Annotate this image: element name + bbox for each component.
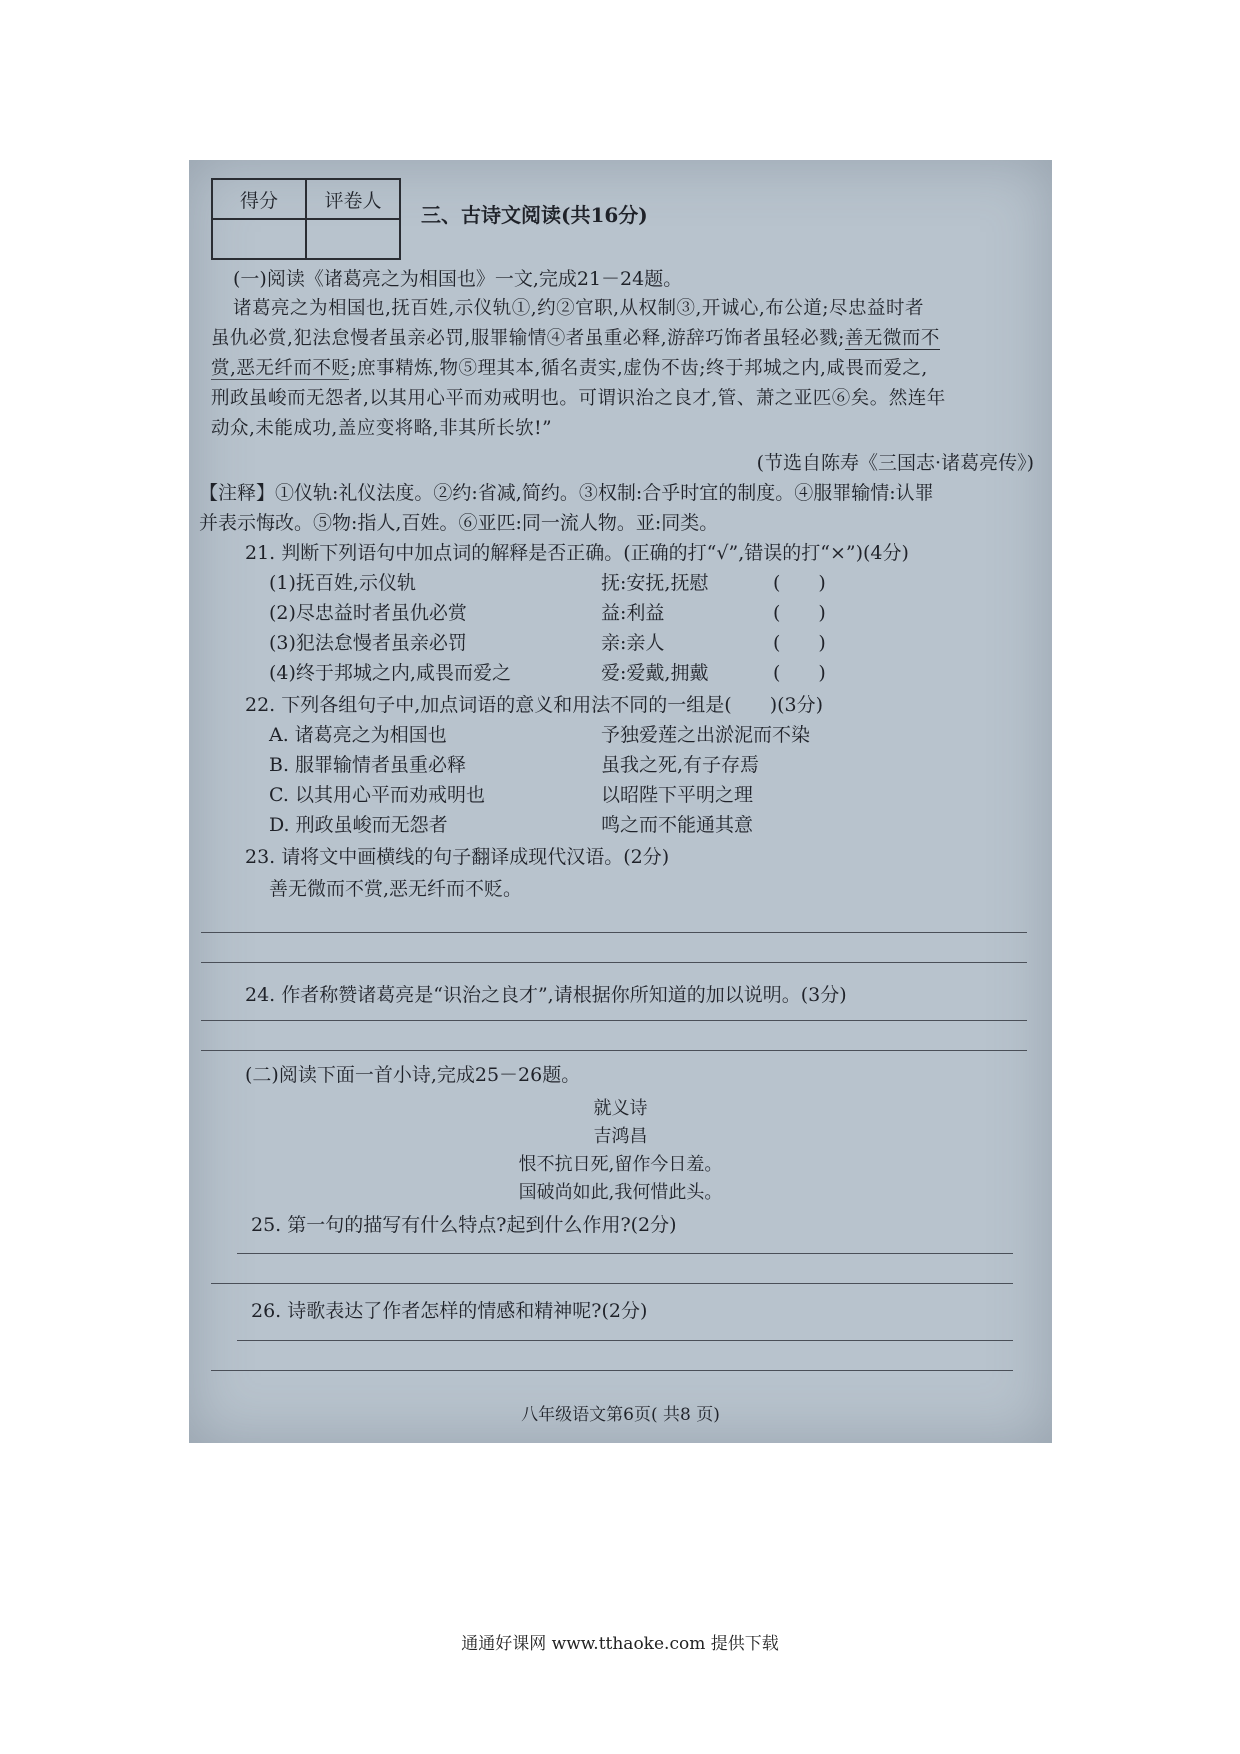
grader-label: 评卷人	[306, 179, 400, 219]
q22-option-c: C. 以其用心平而劝戒明也	[269, 784, 485, 806]
q22-option-a-compare: 予独爱莲之出淤泥而不染	[601, 724, 811, 746]
q23-sentence: 善无微而不赏,恶无纤而不贬。	[269, 878, 523, 900]
q26-answer-line-1[interactable]	[237, 1340, 1013, 1341]
poem-title: 就义诗	[593, 1098, 648, 1119]
q21-answer-blank-1[interactable]: ( )	[773, 572, 826, 594]
q25-stem: 25. 第一句的描写有什么特点?起到什么作用?(2分)	[251, 1214, 677, 1236]
q21-gloss-1: 抚:安抚,抚慰	[601, 572, 709, 594]
score-cell[interactable]	[212, 219, 306, 259]
passage-line-5: 动众,未能成功,盖应变将略,非其所长欤!”	[211, 418, 553, 439]
notes-line-1: 【注释】①仪轨:礼仪法度。②约:省减,简约。③权制:合乎时宜的制度。④服罪输情:认罪	[199, 482, 934, 504]
q23-stem: 23. 请将文中画横线的句子翻译成现代汉语。(2分)	[245, 846, 670, 868]
q21-answer-blank-2[interactable]: ( )	[773, 602, 826, 624]
notes-line-2: 并表示悔改。⑤物:指人,百姓。⑥亚匹:同一流人物。亚:同类。	[199, 512, 719, 534]
q23-answer-line-1[interactable]	[201, 932, 1027, 933]
passage-line-2-text: 虽仇必赏,犯法怠慢者虽亲必罚,服罪输情④者虽重必释,游辞巧饰者虽轻必戮;	[211, 328, 845, 349]
q22-option-a: A. 诸葛亮之为相国也	[269, 724, 447, 746]
q23-answer-line-2[interactable]	[201, 962, 1027, 963]
q25-answer-line-2[interactable]	[211, 1283, 1013, 1284]
passage-line-2	[211, 324, 940, 355]
page-footer: 八年级语文第6页( 共8 页)	[521, 1405, 720, 1425]
score-label: 得分	[212, 179, 306, 219]
part1-intro: (一)阅读《诸葛亮之为相国也》一文,完成21－24题。	[233, 268, 683, 290]
q21-stem: 21. 判断下列语句中加点词的解释是否正确。(正确的打“√”,错误的打“×”)(4分)	[245, 542, 909, 564]
passage-source: (节选自陈寿《三国志·诸葛亮传》)	[756, 452, 1034, 474]
q22-option-b-compare: 虽我之死,有子存焉	[601, 754, 760, 776]
part2-intro: (二)阅读下面一首小诗,完成25－26题。	[245, 1064, 581, 1086]
q22-option-d-compare: 鸣之而不能通其意	[601, 814, 754, 836]
q21-item-2: (2)尽忠益时者虽仇必赏	[269, 602, 467, 624]
q21-answer-blank-3[interactable]: ( )	[773, 632, 826, 654]
underline-sentence-part-b	[211, 379, 349, 380]
q26-stem: 26. 诗歌表达了作者怎样的情感和精神呢?(2分)	[251, 1300, 648, 1322]
q21-gloss-4: 爱:爱戴,拥戴	[601, 662, 709, 684]
q21-gloss-3: 亲:亲人	[601, 632, 665, 654]
q24-stem: 24. 作者称赞诸葛亮是“识治之良才”,请根据你所知道的加以说明。(3分)	[245, 984, 847, 1006]
poem-author: 吉鸿昌	[593, 1126, 648, 1147]
q24-answer-line-2[interactable]	[201, 1050, 1027, 1051]
q21-item-1: (1)抚百姓,示仪轨	[269, 572, 416, 594]
q24-answer-line-1[interactable]	[201, 1020, 1027, 1021]
grader-cell[interactable]	[306, 219, 400, 259]
q21-answer-blank-4[interactable]: ( )	[773, 662, 826, 684]
site-footer: 通通好课网 www.tthaoke.com 提供下载	[461, 1634, 779, 1654]
q26-answer-line-2[interactable]	[211, 1370, 1013, 1371]
passage-line-4: 刑政虽峻而无怨者,以其用心平而劝戒明也。可谓识治之良才,管、萧之亚匹⑥矣。然连年	[211, 388, 946, 409]
poem-line-2: 国破尚如此,我何惜此头。	[518, 1182, 723, 1203]
q22-option-c-compare: 以昭陛下平明之理	[601, 784, 754, 806]
score-table	[211, 178, 401, 260]
q25-answer-line-1[interactable]	[237, 1253, 1013, 1254]
q21-item-4: (4)终于邦城之内,咸畏而爱之	[269, 662, 511, 684]
q22-option-b: B. 服罪输情者虽重必释	[269, 754, 467, 776]
q21-item-3: (3)犯法怠慢者虽亲必罚	[269, 632, 467, 654]
q22-stem: 22. 下列各组句子中,加点词语的意义和用法不同的一组是( )(3分)	[245, 694, 824, 716]
exam-page	[189, 160, 1052, 1443]
q22-option-d: D. 刑政虽峻而无怨者	[269, 814, 448, 836]
section-title: 三、古诗文阅读(共16分)	[421, 203, 648, 227]
passage-line-3: 赏,恶无纤而不贬;庶事精炼,物⑤理其本,循名责实,虚伪不齿;终于邦城之内,咸畏而爱之,	[211, 358, 928, 379]
poem-line-1: 恨不抗日死,留作今日羞。	[518, 1154, 723, 1175]
q21-gloss-2: 益:利益	[601, 602, 665, 624]
passage-line-1: 诸葛亮之为相国也,抚百姓,示仪轨①,约②官职,从权制③,开诚心,布公道;尽忠益时者	[233, 298, 925, 319]
underlined-sentence-part-a: 善无微而不	[844, 328, 940, 349]
